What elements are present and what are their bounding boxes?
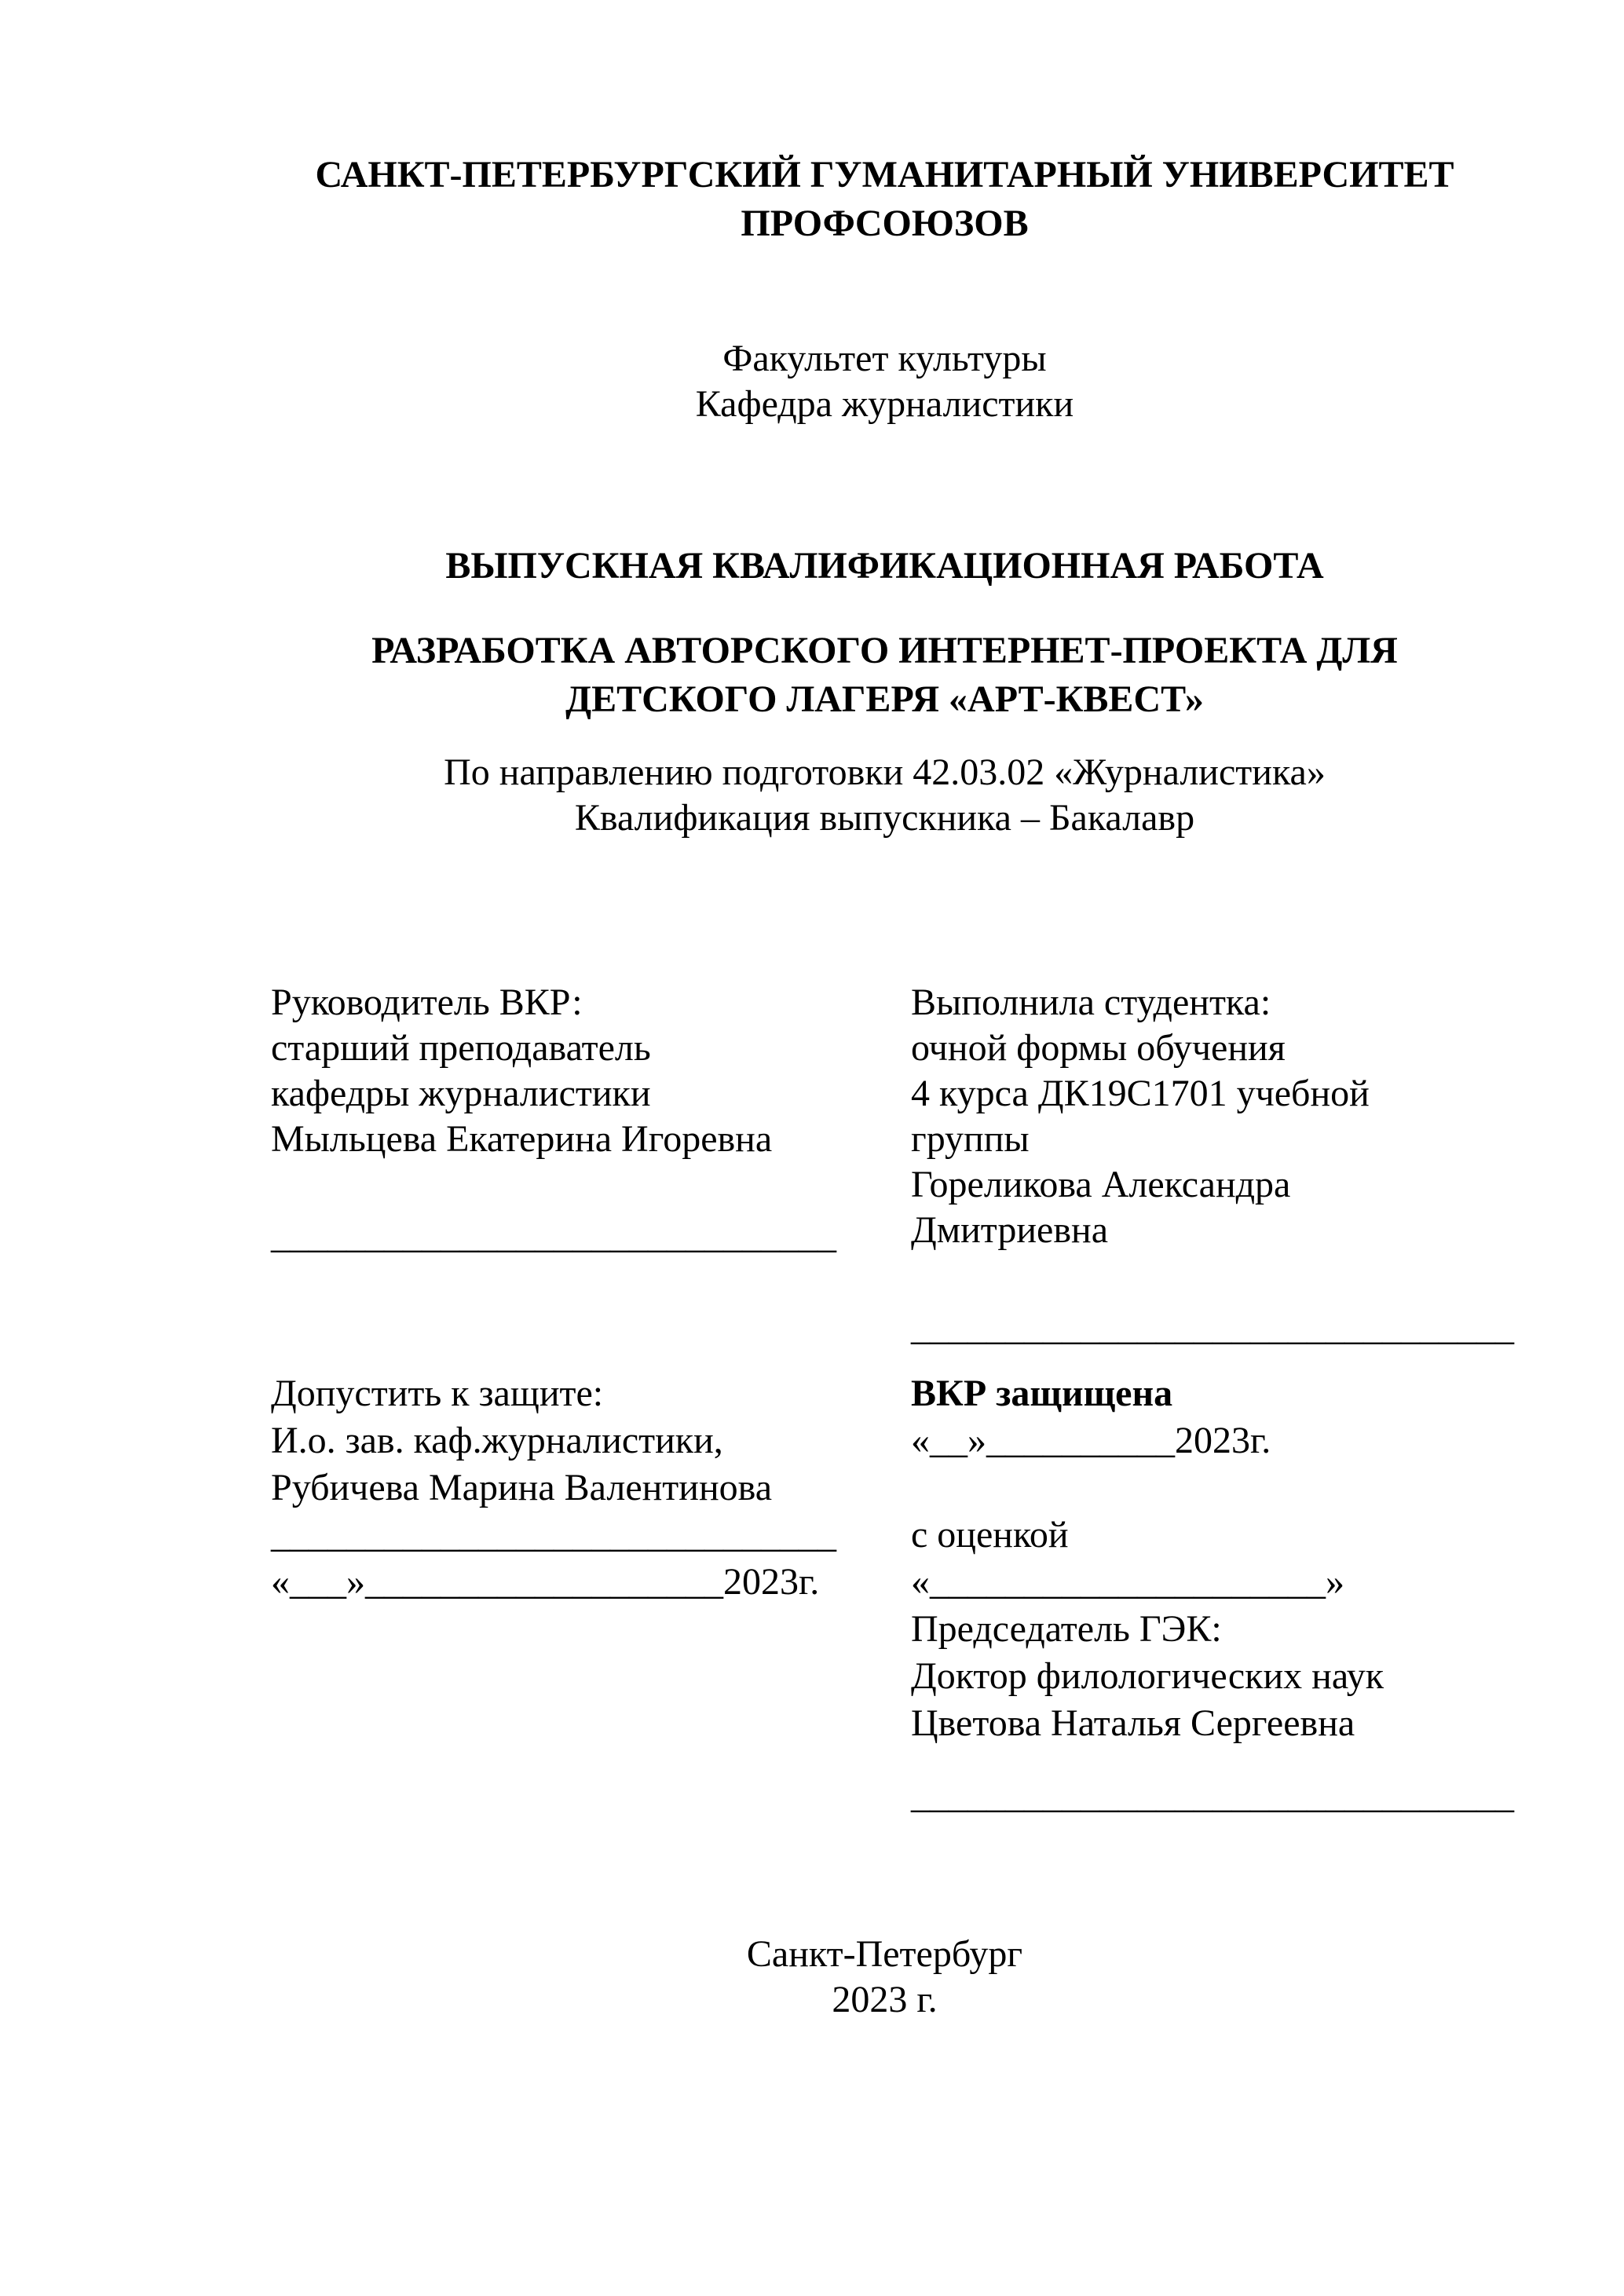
work-type-heading: ВЫПУСКНАЯ КВАЛИФИКАЦИОННАЯ РАБОТА xyxy=(445,545,1324,587)
thesis-title xyxy=(271,627,1498,724)
advisor-signature-line: ______________________________ xyxy=(271,1215,836,1256)
gek-chair-name: Цветова Наталья Сергеевна xyxy=(911,1702,1355,1744)
city-name: Санкт-Петербург xyxy=(746,1933,1023,1975)
faculty-department-block xyxy=(271,336,1498,427)
defense-block xyxy=(911,1370,1555,1747)
admission-position: И.о. зав. каф.журналистики, xyxy=(271,1420,723,1461)
direction-line: По направлению подготовки 42.03.02 «Журналистика» xyxy=(444,751,1326,793)
thesis-title-line2: ДЕТСКОГО ЛАГЕРЯ «АРТ-КВЕСТ» xyxy=(565,678,1204,720)
defense-grade-line: «_____________________» xyxy=(911,1561,1344,1603)
student-group-line2: группы xyxy=(911,1118,1030,1160)
student-block xyxy=(911,980,1555,1253)
gek-chair-degree: Доктор филологических наук xyxy=(911,1655,1384,1697)
thesis-title-line1: РАЗРАБОТКА АВТОРСКОГО ИНТЕРНЕТ-ПРОЕКТА ДЛЯ xyxy=(371,630,1398,671)
faculty-name: Факультет культуры xyxy=(722,338,1047,379)
student-name-line1: Гореликова Александра xyxy=(911,1164,1291,1205)
gek-chair-heading: Председатель ГЭК: xyxy=(911,1608,1222,1650)
advisor-department: кафедры журналистики xyxy=(271,1073,651,1114)
university-name xyxy=(271,151,1498,248)
defense-grade-label: с оценкой xyxy=(911,1514,1069,1556)
defense-spacer xyxy=(911,1464,1555,1512)
advisor-block xyxy=(271,980,883,1162)
student-study-form: очной формы обучения xyxy=(911,1027,1286,1069)
direction-block xyxy=(271,750,1498,841)
student-group-line1: 4 курса ДК19С1701 учебной xyxy=(911,1073,1370,1114)
student-signature-line: ________________________________ xyxy=(911,1307,1514,1348)
admission-date-line: «___»___________________2023г. xyxy=(271,1561,820,1603)
university-name-line1: САНКТ-ПЕТЕРБУРГСКИЙ ГУМАНИТАРНЫЙ УНИВЕРСИТЕТ xyxy=(315,154,1454,196)
advisor-role-label: Руководитель ВКР: xyxy=(271,982,583,1023)
advisor-name: Мыльцева Екатерина Игоревна xyxy=(271,1118,773,1160)
admission-heading: Допустить к защите: xyxy=(271,1373,604,1414)
department-name: Кафедра журналистики xyxy=(695,383,1074,425)
advisor-position: старший преподаватель xyxy=(271,1027,651,1069)
student-role-label: Выполнила студентка: xyxy=(911,982,1271,1023)
university-name-line2: ПРОФСОЮЗОВ xyxy=(741,203,1029,244)
admission-name: Рубичева Марина Валентинова xyxy=(271,1467,772,1508)
year-label: 2023 г. xyxy=(832,1979,938,2020)
student-name-line2: Дмитриевна xyxy=(911,1209,1109,1251)
defense-date-line: «__»__________2023г. xyxy=(911,1420,1271,1461)
admission-signature-line: ______________________________ xyxy=(271,1514,836,1556)
defense-heading: ВКР защищена xyxy=(911,1373,1173,1414)
defense-signature-line: ________________________________ xyxy=(911,1775,1514,1816)
admission-block xyxy=(271,1370,883,1606)
qualification-line: Квалификация выпускника – Бакалавр xyxy=(574,797,1195,839)
city-year-block xyxy=(271,1932,1498,2023)
